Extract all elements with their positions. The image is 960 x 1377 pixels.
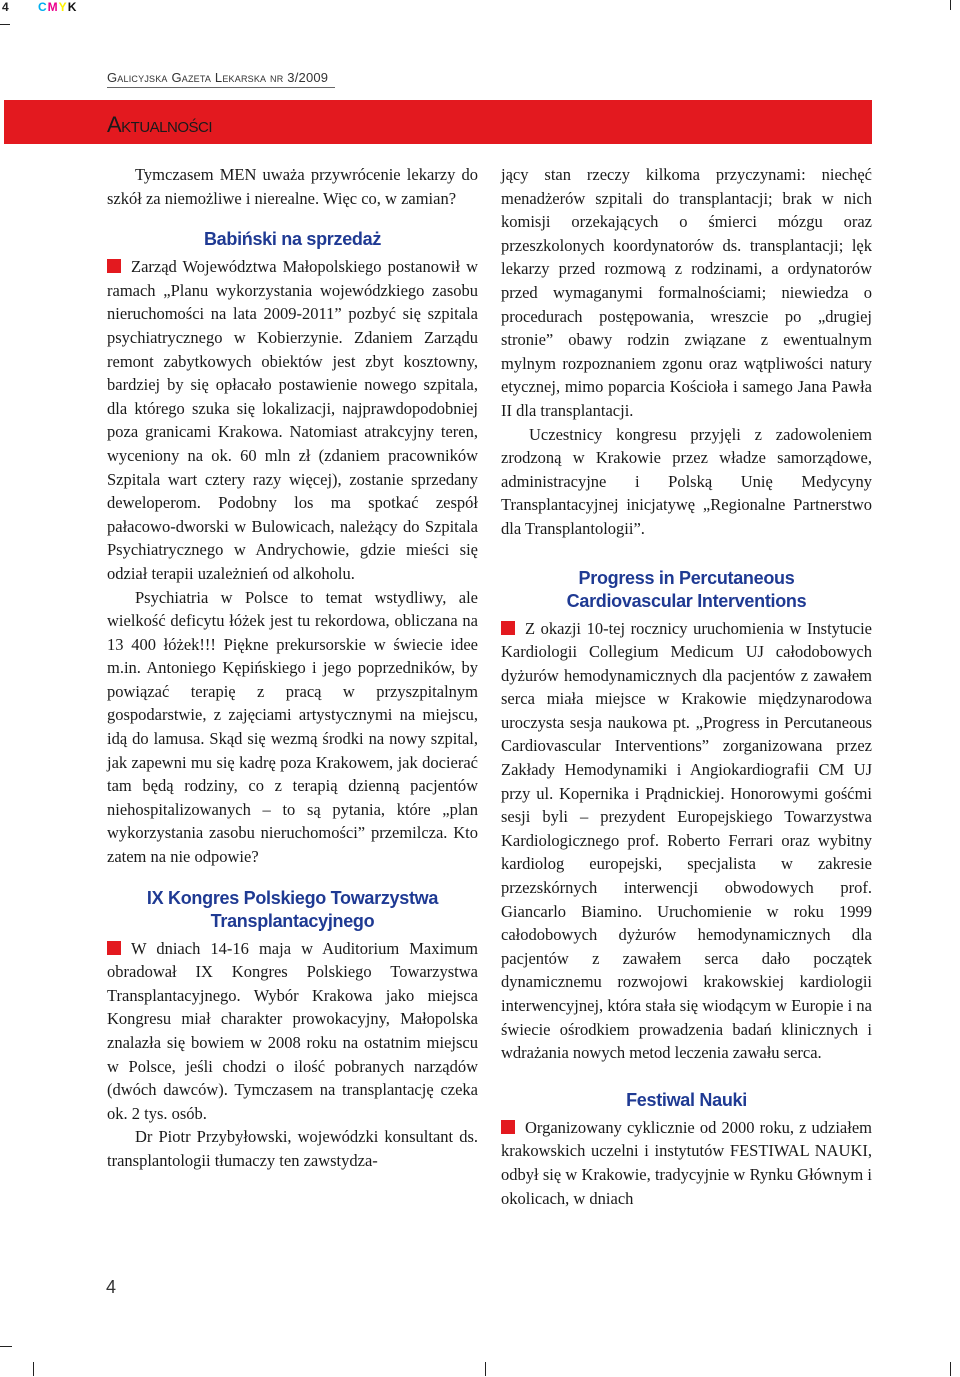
right-column [501, 163, 872, 1210]
crop-mark-bottom-left [0, 1346, 12, 1347]
red-square-bullet-icon [501, 621, 515, 635]
article-title-line: IX Kongres Polskiego Towarzystwa [146, 887, 439, 908]
article-title-babinski: Babiński na sprzedaż [203, 229, 382, 250]
article-title-line: Transplantacyjnego [210, 910, 375, 931]
red-square-bullet-icon [501, 1120, 515, 1134]
article-paragraph [107, 937, 478, 1126]
cmyk-marks [38, 0, 77, 14]
page-number: 4 [106, 1277, 117, 1297]
crop-mark-bottom-mid [33, 1362, 34, 1376]
cmyk-m: M [47, 0, 59, 14]
left-column [107, 163, 478, 1173]
section-title: Aktualności [107, 112, 213, 137]
red-square-bullet-icon [107, 259, 121, 273]
article-paragraph: Dr Piotr Przybyłowski, wojewódzki konsultant ds. transplantologii tłumaczy ten zawstydza- [107, 1127, 478, 1170]
masthead: Galicyjska Gazeta Lekarska nr 3/2009 [107, 70, 335, 88]
cmyk-c: C [38, 0, 48, 14]
cmyk-k: K [67, 0, 78, 14]
article-title-progress [501, 567, 872, 613]
continued-paragraph: jący stan rzeczy kilkoma przyczynami: niechęć menadżerów szpitali do transplantacji; brak w nich komisji orzekających o śmierci mózgu oraz przeszkolonych koordynatorów ds. transplantacji; lęk lekarzy przed rozmową z rodzinami, a ordynatorów przed wymaganymi formalnościami; niewiedza o procedurach postępowania, wreszcie po „drugiej stronie” obawy rodzin związane z ewentualnym mylnym rozpoznaniem zgonu oraz wątpliwości natury etycznej, mimo poparcia Kościoła i samego Jana Pawła II dla transplantacji. [501, 165, 872, 420]
cmyk-y: Y [58, 0, 68, 14]
crop-mark-bottom-right [950, 1362, 951, 1376]
crop-mark-top-left [0, 24, 10, 25]
article-paragraph-text: Z okazji 10-tej rocznicy uruchomienia w Instytucie Kardiologii Collegium Medicum UJ całodobowych dyżurów hemodynamicznych dla pacjentów z zawałem serca miała miejsce w Krakowie międzynarodowa uroczysta sesja naukowa pt. „Progress in Percutaneous Cardiovascular Interventions” zorganizowana przez Zakłady Hemodynamiki i Angiokardiografii CM UJ przy ul. Kopernika i Prądnickiej. Honorowymi gośćmi sesji byli – prezydent Europejskiego Towarzystwa Kardiologicznego prof. Roberto Ferrari oraz wybitny kardiolog europejski, specjalista w zakresie przezskórnych interwencji obwodowych prof. Giancarlo Biamino. Uruchomienie w roku 1999 całodobowych dyżurów hemodynamicznych dla pacjentów z zawałem serca dało początek dynamicznemu rozwojowi krakowskiej kardiologii interwencyjnej, która stała się wiodącym w Europie i na świecie ośrodkiem prowadzenia badań klinicznych i wdrażania nowych metod leczenia zawału serca. [501, 618, 872, 1063]
article-paragraph [107, 255, 478, 585]
crop-mark-bottom-center [485, 1362, 486, 1376]
print-page-number: 4 [2, 0, 9, 14]
crop-mark-top-right [950, 0, 951, 10]
article-paragraph: Uczestnicy kongresu przyjęli z zadowoleniem zrodzoną w Krakowie przez władze samorządowe, administracyjne i Polską Unię Medycyny Transplantacyjnej inicjatywę „Regionalne Partnerstwo dla Transplantologii”. [501, 424, 872, 538]
article-paragraph [501, 617, 872, 1065]
article-paragraph: Psychiatria w Polsce to temat wstydliwy, ale wielkość deficytu łóżek jest tu rekordowa, obliczana na 13 400 łóżek!!! Piękne prekursorskie w świecie idee m.in. Antoniego Kępińskiego i jego poprzedników, by powiązać terapię z pracą w przyszpitalnym gospodarstwie, z zajęciami artystycznymi na miejscu, idą do lamusa. Skąd się wezmą środki na nowy szpital, jak zapewni mu się kadrę poza Krakowem, jak docierać tam będą rodziny, co z terapią dzienną pacjentów niehospitalizowanych – to są pytania, które „plan wykorzystania zasobu nieruchomości” przemilcza. Kto zatem na nie odpowie? [107, 587, 478, 867]
section-band [4, 100, 872, 144]
intro-paragraph: Tymczasem MEN uważa przywrócenie lekarzy do szkół za niemożliwe i nierealne. Więc co, w zamian? [107, 165, 478, 208]
article-title-kongres [107, 887, 478, 933]
article-paragraph-text: Organizowany cyklicznie od 2000 roku, z udziałem krakowskich uczelni i instytutów FESTIWAL NAUKI, odbył się w Krakowie, tradycyjnie w Rynku Głównym i okolicach, w dniach [501, 1117, 872, 1208]
article-paragraph-text: Zarząd Województwa Małopolskiego postanowił w ramach „Planu wykorzystania wojewódzkiego zasobu nieruchomości na lata 2009-2011” pozbyć się szpitala psychiatrycznego w Kobierzynie. Zdaniem Zarządu remont zabytkowych obiektów jest zbyt kosztowny, bardziej by się opłacało postawienie nowego szpitala, dla którego szuka się lokalizacji, najprawdopodobniej poza granicami Krakowa. Natomiast atrakcyjny teren, wyceniony na ok. 60 mln zł (zdaniem pracowników Szpitala wart cztery razy więcej), zostanie sprzedany deweloperom. Podobny los ma spotkać zespół pałacowo-dworski w Bulowicach, należący do Szpitala Psychiatrycznego w Andrychowie, gdzie mieści się odział terapii uzależnień od alkoholu. [107, 257, 478, 583]
article-paragraph [501, 1116, 872, 1210]
article-title-line: Cardiovascular Interventions [566, 590, 807, 611]
article-title-festiwal: Festiwal Nauki [626, 1089, 747, 1110]
article-title-line: Progress in Percutaneous [578, 567, 795, 588]
red-square-bullet-icon [107, 941, 121, 955]
article-paragraph-text: W dniach 14-16 maja w Auditorium Maximum obradował IX Kongres Polskiego Towarzystwa Transplantacyjnego. Wybór Krakowa jako miejsca Kongresu miał charakter prowokacyjny, Małopolska znalazła się bowiem w 2008 roku na ostatnim miejscu w Polsce, jeśli chodzi o ilość pobranych narządów (dwóch dawców). Tymczasem na transplantację czeka ok. 2 tys. osób. [107, 938, 478, 1123]
